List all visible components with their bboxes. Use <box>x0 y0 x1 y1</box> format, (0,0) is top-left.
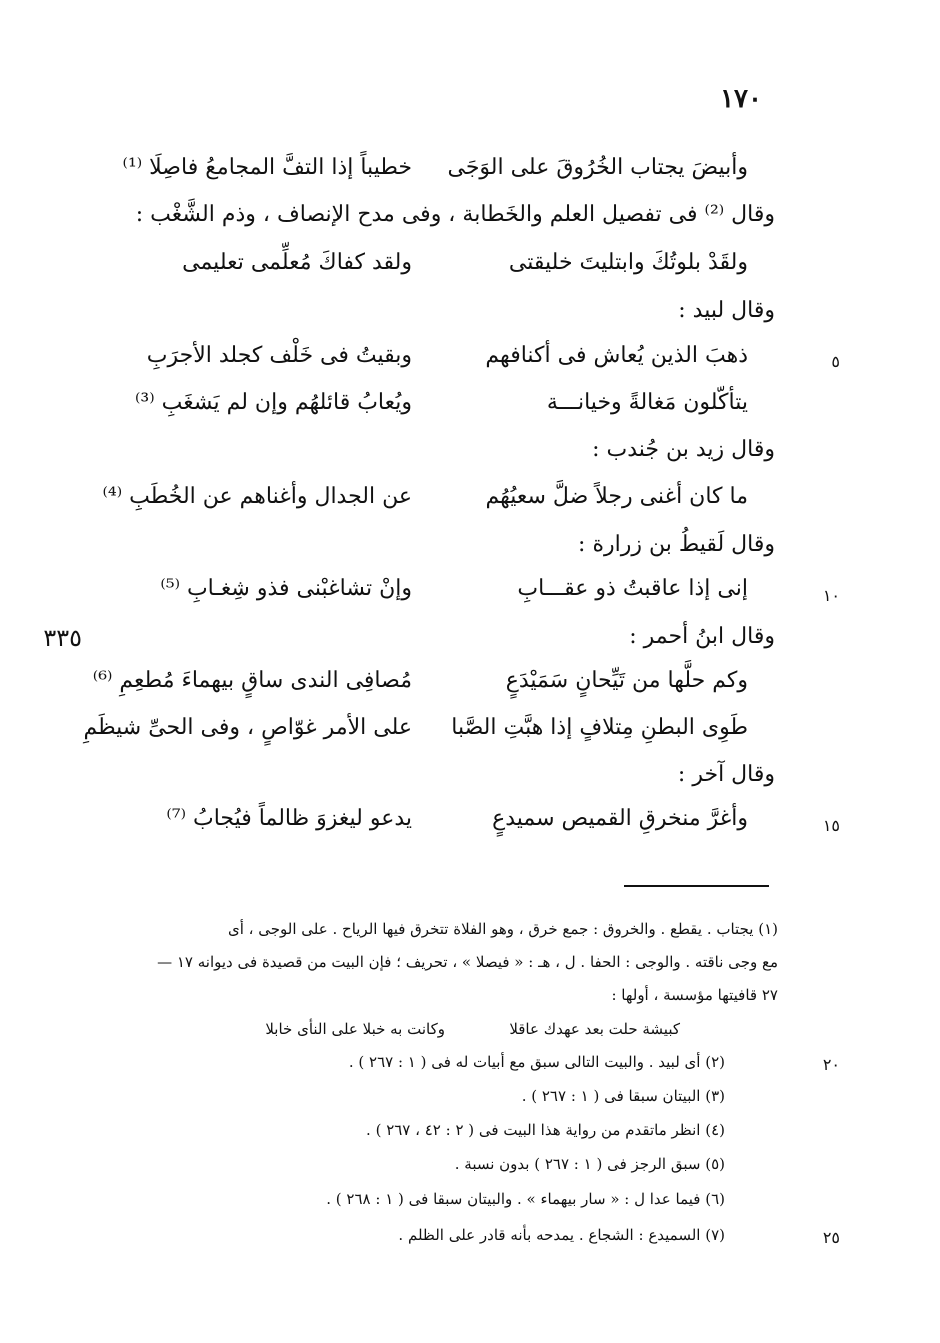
verse-8-first-hemistich: طَوِى البطنِ مِتلافٍ إذا هبَّتِ الصَّبا <box>451 715 748 740</box>
verse-2-second-hemistich: ولقد كفاكَ مُعلِّمى تعليمى <box>182 250 412 275</box>
footnote-6: (٦) فيما عدا ل : « سار بيهماء » . والبيتان سبقا فى ( ١ : ٢٦٨ ) . <box>326 1190 725 1208</box>
verse-9-second-hemistich: يدعو ليغزوَ ظالماً فيُجابُ ⁽⁷⁾ <box>166 806 412 831</box>
verse-5-first-hemistich: ما كان أغنى رجلاً ضلَّ سعيُهُم <box>485 484 748 509</box>
verse-5-second-hemistich: عن الجدال وأغناهم عن الخُطَبِ ⁽⁴⁾ <box>102 484 412 509</box>
line-number-20: ٢٠ <box>822 1055 840 1074</box>
verse-7-first-hemistich: وكم حلَّها من تَيِّحانٍ سَمَيْدَعٍ <box>505 668 748 693</box>
footnote-4: (٤) انظر ماتقدم من رواية هذا البيت فى ( ٢ : ٤٢ ، ٢٦٧ ) . <box>366 1121 725 1139</box>
line-number-5: ٥ <box>831 352 840 371</box>
footnote-5: (٥) سبق الرجز فى ( ١ : ٢٦٧ ) بدون نسبة . <box>454 1155 725 1173</box>
footnote-1-verse-first-hemistich: كبيشة حلت بعد عهدك عاقلا <box>509 1020 680 1038</box>
verse-3-first-hemistich: ذهبَ الذين يُعاش فى أكنافهم <box>485 343 748 368</box>
verse-1-second-hemistich: خطيباً إذا التفَّ المجامعُ فاصِلَا ⁽¹⁾ <box>122 155 412 180</box>
verse-1-first-hemistich: وأبيضَ يجتاب الخُرُوقَ على الوَجَى <box>447 155 748 180</box>
footnote-1-verse-second-hemistich: وكانت به خبلا على النأى خابلا <box>265 1020 445 1038</box>
footnote-1-line-3: ٢٧ قافيتها مؤسسة ، أولها : <box>611 986 778 1004</box>
footnote-separator <box>624 885 769 887</box>
footnote-1-line-1: (١) يجتاب . يقطع . والخروق : جمع خرق ، وهو الفلاة تتخرق فيها الرياح . على الوجى ، أى <box>227 920 778 938</box>
verse-2-first-hemistich: ولقَدْ بلوتُكَ وابتليتَ خليقتى <box>508 250 748 275</box>
footnote-2: (٢) أى لبيد . والبيت التالى سبق مع أبيات له فى ( ١ : ٢٦٧ ) . <box>348 1053 725 1071</box>
verse-3-second-hemistich: وبقيتُ فى خَلْف كجلد الأجرَبِ <box>146 343 412 368</box>
footnote-3: (٣) البيتان سبقا فى ( ١ : ٢٦٧ ) . <box>521 1087 725 1105</box>
line-number-10: ١٠ <box>822 586 840 605</box>
intro-line-3: وقال زيد بن جُندب : <box>592 437 775 462</box>
line-number-15: ١٥ <box>822 816 840 835</box>
intro-line-5: وقال ابنُ أحمر : <box>629 624 775 649</box>
intro-line-2: وقال لبيد : <box>678 298 775 323</box>
line-number-25: ٢٥ <box>822 1228 840 1247</box>
footnote-1-line-2: مع وجى ناقته . والوجى : الحفا . ل ، هـ : « فيصلا » ، تحريف ؛ فإن البيت من قصيدة فى ديوانه ١٧ — <box>157 953 778 971</box>
verse-9-first-hemistich: وأغرَّ منخرقِ القميص سميدعٍ <box>492 806 748 831</box>
intro-line-6: وقال آخر : <box>677 762 775 787</box>
intro-line-1: وقال ⁽²⁾ فى تفصيل العلم والخَطابة ، وفى مدح الإنصاف ، وذم الشَّغْب : <box>135 202 775 227</box>
intro-line-4: وقال لَقيطُ بن زرارة : <box>578 532 775 557</box>
verse-8-second-hemistich: على الأمر غوّاصٍ ، وفى الحىِّ شيظَمِ <box>83 715 412 740</box>
verse-4-first-hemistich: يتأكّلون مَغالةً وخيانـــة <box>546 390 748 415</box>
margin-page-reference: ٣٣٥ <box>43 624 82 652</box>
footnote-7: (٧) السميدع : الشجاع . يمدحه بأنه قادر على الظلم . <box>398 1226 725 1244</box>
verse-6-first-hemistich: إنى إذا عاقبتُ ذو عقـــابِ <box>517 576 748 601</box>
verse-4-second-hemistich: ويُعابُ قائلهُم وإن لم يَشغَبِ ⁽³⁾ <box>135 390 412 415</box>
verse-7-second-hemistich: مُصافِى الندى ساقٍ بيهماءَ مُطعِمِ ⁽⁶⁾ <box>92 668 412 693</box>
verse-6-second-hemistich: وإنْ تشاغبْنى فذو شِغـابِ ⁽⁵⁾ <box>160 576 412 601</box>
page-number: ١٧٠ <box>720 84 762 114</box>
